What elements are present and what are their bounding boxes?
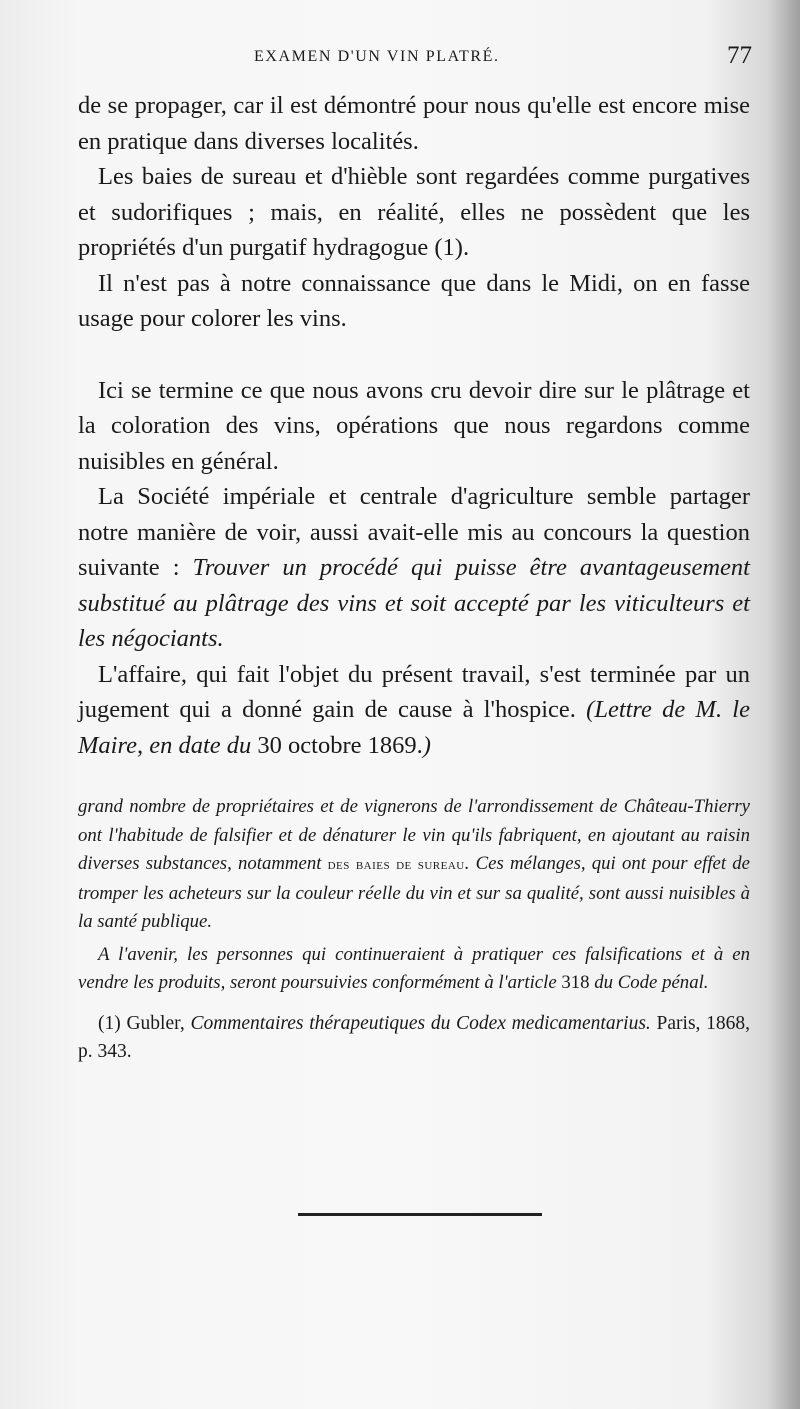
quoted-ordinance	[78, 793, 750, 998]
paragraph-affaire	[78, 657, 750, 764]
footnote-marker: (1) Gubler,	[98, 1012, 191, 1034]
quote-paragraph-1	[78, 793, 750, 937]
quote-text-1b: . Ces mélanges, qui ont pour effet de tromper les acheteurs sur la couleur réelle du vin et sur sa qualité, sont aussi nuisibles à la santé publique.	[78, 853, 750, 932]
letter-close: )	[422, 731, 431, 759]
quote-smallcaps: des baies de sureau	[327, 856, 465, 873]
running-head: EXAMEN D'UN VIN PLATRÉ.	[254, 48, 500, 65]
quote-text-2b: du Code pénal.	[589, 972, 709, 993]
paragraph-affaire-text: L'affaire, qui fait l'objet du présent travail, s'est terminée par un jugement qui a donné gain de cause à l'hospice.	[78, 660, 750, 723]
concours-question: Trouver un procédé qui puisse être avantageusement substitué au plâtrage des vins et soit accepté par les viticulteurs et les négociants.	[78, 554, 750, 652]
quote-text-2a: A l'avenir, les personnes qui continueraient à pratiquer ces falsifications et à en vendre les produits, seront poursuivies conformément à l'article	[78, 943, 750, 993]
paragraph-societe-text: La Société impériale et centrale d'agriculture semble partager notre manière de voir, aussi avait-elle mis au concours la question suivante :	[78, 483, 750, 581]
footnote	[78, 1010, 750, 1066]
page-header	[78, 42, 758, 82]
page-body	[78, 88, 750, 1066]
footnote-citation: Paris, 1868, p. 343.	[78, 1012, 751, 1062]
quote-paragraph-2	[78, 941, 750, 998]
page-number: 77	[727, 42, 752, 69]
paragraph-continuation: de se propager, car il est démontré pour nous qu'elle est encore mise en pratique dans diverses localités.	[78, 92, 750, 155]
letter-reference: (Lettre de M. le Maire, en date du	[78, 696, 750, 759]
end-rule	[298, 1213, 542, 1216]
paragraph-gap	[78, 337, 750, 373]
paragraph-conclusion: Ici se termine ce que nous avons cru devoir dire sur le plâtrage et la coloration des vins, opérations que nous regardons comme nuisibles en général.	[78, 376, 750, 475]
paragraph-midi: Il n'est pas à notre connaissance que dans le Midi, on en fasse usage pour colorer les vins.	[78, 269, 750, 332]
letter-date: 30 octobre 1869.	[257, 731, 423, 759]
quote-text-1a: grand nombre de propriétaires et de vignerons de l'arrondissement de Château-Thierry ont l'habitude de falsifier et de dénaturer le vin qu'ils fabriquent, en ajoutant au raisin diverses substances, notamment	[78, 796, 750, 874]
paragraph-societe	[78, 479, 750, 657]
paragraph-sureau: Les baies de sureau et d'hièble sont regardées comme purgatives et sudorifiques ; mais, en réalité, elles ne possèdent que les propriétés d'un purgatif hydragogue (1).	[78, 163, 750, 261]
footnote-title: Commentaires thérapeutiques du Codex medicamentarius.	[190, 1012, 651, 1034]
article-number: 318	[561, 972, 590, 993]
